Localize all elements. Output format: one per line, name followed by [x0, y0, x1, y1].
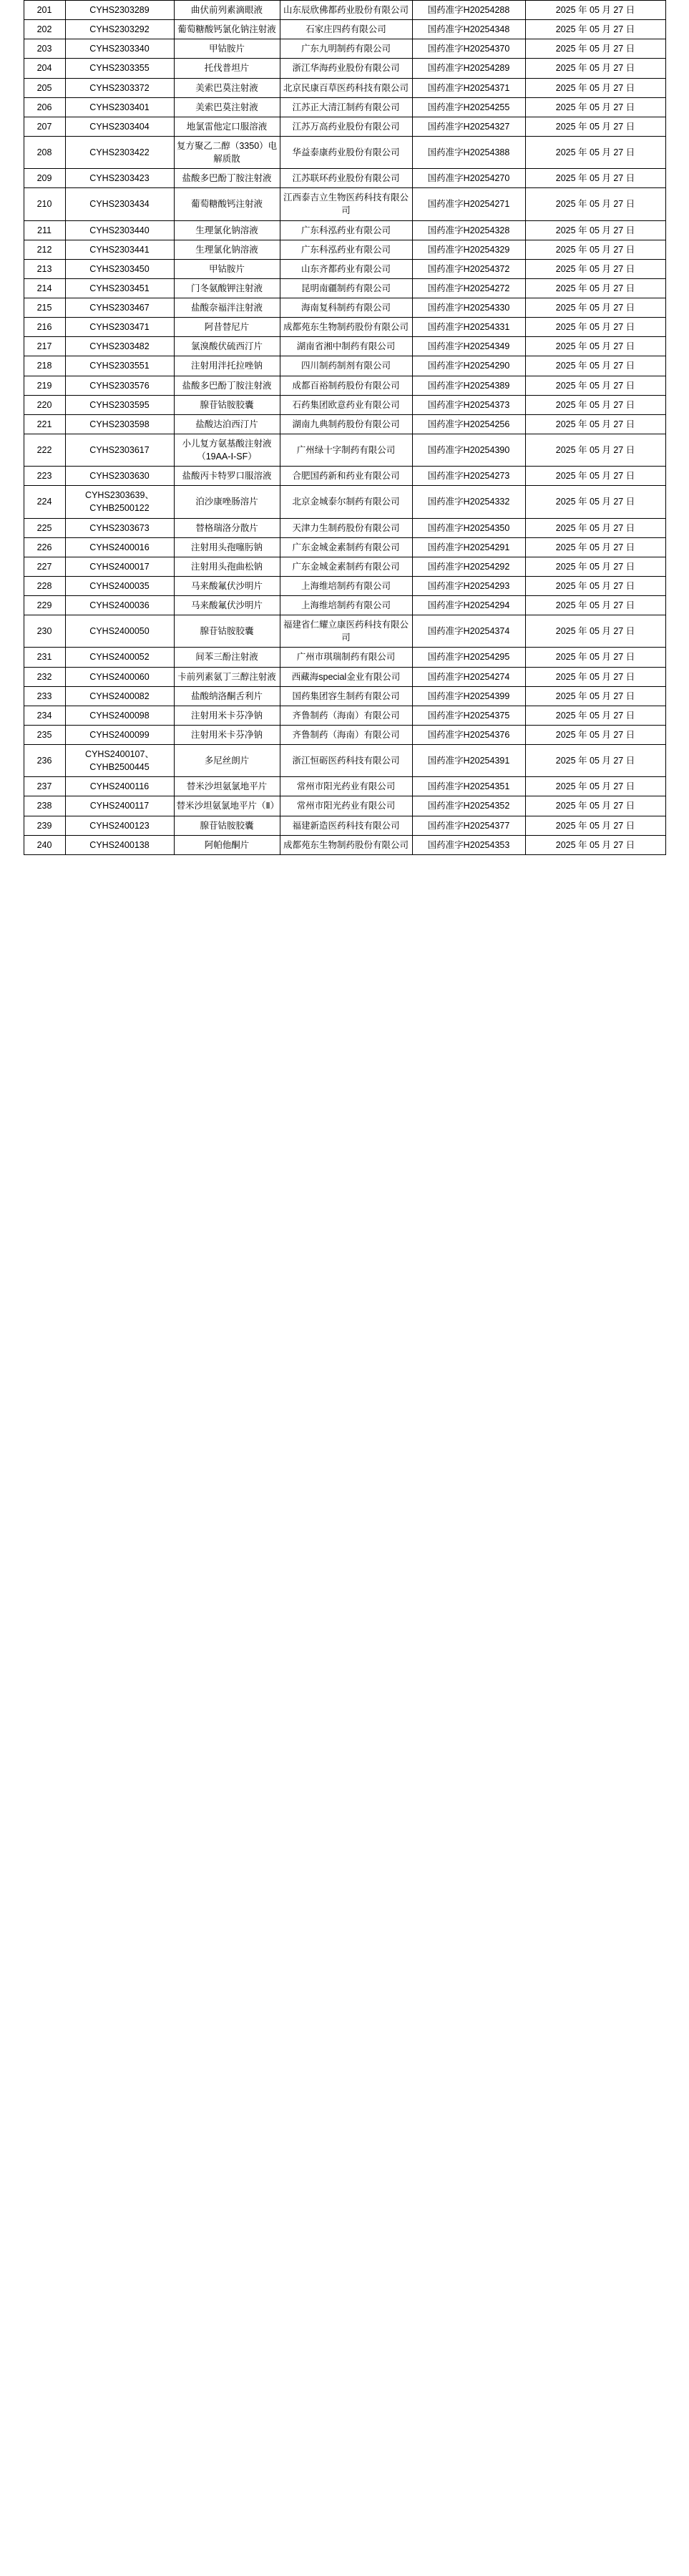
approval-date: 2025 年 05 月 27 日: [525, 337, 665, 356]
acceptance-number: CYHS2400138: [65, 835, 174, 854]
approval-number: 国药准字H20254270: [412, 169, 525, 188]
table-row: [24, 278, 665, 298]
company-name: 福建新造医药科技有限公司: [280, 816, 412, 835]
approval-date: 2025 年 05 月 27 日: [525, 518, 665, 537]
table-body: [24, 1, 665, 855]
company-name: 国药集团容生制药有限公司: [280, 686, 412, 706]
company-name: 广东科泓药业有限公司: [280, 240, 412, 259]
table-row: [24, 816, 665, 835]
table-row: [24, 667, 665, 686]
company-name: 北京金城泰尔制药有限公司: [280, 486, 412, 518]
approval-number: 国药准字H20254274: [412, 667, 525, 686]
company-name: 江苏联环药业股份有限公司: [280, 169, 412, 188]
acceptance-number: CYHS2400107、CYHB2500445: [65, 745, 174, 777]
table-row: [24, 486, 665, 518]
company-name: 江西泰吉立生物医药科技有限公司: [280, 188, 412, 220]
row-index: 234: [24, 706, 65, 725]
approval-date: 2025 年 05 月 27 日: [525, 395, 665, 414]
approval-date: 2025 年 05 月 27 日: [525, 220, 665, 240]
row-index: 223: [24, 467, 65, 486]
company-name: 合肥国药新和药业有限公司: [280, 467, 412, 486]
table-row: [24, 725, 665, 744]
approval-date: 2025 年 05 月 27 日: [525, 667, 665, 686]
drug-name: 注射用头孢噻肟钠: [174, 537, 280, 557]
acceptance-number: CYHS2400052: [65, 648, 174, 667]
company-name: 华益泰康药业股份有限公司: [280, 136, 412, 168]
company-name: 江苏正大清江制药有限公司: [280, 97, 412, 117]
row-index: 230: [24, 615, 65, 648]
approval-number: 国药准字H20254374: [412, 615, 525, 648]
approval-date: 2025 年 05 月 27 日: [525, 136, 665, 168]
approval-number: 国药准字H20254349: [412, 337, 525, 356]
company-name: 成都苑东生物制药股份有限公司: [280, 318, 412, 337]
approval-date: 2025 年 05 月 27 日: [525, 648, 665, 667]
acceptance-number: CYHS2400082: [65, 686, 174, 706]
acceptance-number: CYHS2400060: [65, 667, 174, 686]
row-index: 206: [24, 97, 65, 117]
table-row: [24, 777, 665, 796]
approval-number: 国药准字H20254352: [412, 796, 525, 816]
row-index: 219: [24, 376, 65, 395]
drug-name: 腺苷钴胺胶囊: [174, 615, 280, 648]
drug-name: 盐酸达泊西汀片: [174, 414, 280, 434]
row-index: 233: [24, 686, 65, 706]
approval-number: 国药准字H20254371: [412, 78, 525, 97]
approval-number: 国药准字H20254255: [412, 97, 525, 117]
acceptance-number: CYHS2400123: [65, 816, 174, 835]
acceptance-number: CYHS2400117: [65, 796, 174, 816]
row-index: 225: [24, 518, 65, 537]
approval-date: 2025 年 05 月 27 日: [525, 725, 665, 744]
table-row: [24, 78, 665, 97]
row-index: 202: [24, 20, 65, 39]
approval-number: 国药准字H20254289: [412, 59, 525, 78]
approval-number: 国药准字H20254331: [412, 318, 525, 337]
table-row: [24, 59, 665, 78]
row-index: 211: [24, 220, 65, 240]
row-index: 204: [24, 59, 65, 78]
drug-name: 甲钴胺片: [174, 259, 280, 278]
table-row: [24, 576, 665, 595]
company-name: 四川制药制剂有限公司: [280, 356, 412, 376]
acceptance-number: CYHS2303630: [65, 467, 174, 486]
approval-number: 国药准字H20254370: [412, 39, 525, 59]
row-index: 226: [24, 537, 65, 557]
company-name: 石家庄四药有限公司: [280, 20, 412, 39]
approval-date: 2025 年 05 月 27 日: [525, 188, 665, 220]
table-row: [24, 298, 665, 318]
acceptance-number: CYHS2303471: [65, 318, 174, 337]
row-index: 227: [24, 557, 65, 576]
drug-name: 地氯雷他定口服溶液: [174, 117, 280, 136]
drug-name: 马来酸氟伏沙明片: [174, 596, 280, 615]
acceptance-number: CYHS2303401: [65, 97, 174, 117]
approval-number: 国药准字H20254376: [412, 725, 525, 744]
approval-date: 2025 年 05 月 27 日: [525, 434, 665, 466]
table-row: [24, 596, 665, 615]
drug-name: 小儿复方氨基酸注射液（19AA-Ⅰ-SF）: [174, 434, 280, 466]
table-row: [24, 188, 665, 220]
table-row: [24, 259, 665, 278]
table-row: [24, 337, 665, 356]
company-name: 成都百裕制药股份有限公司: [280, 376, 412, 395]
company-name: 浙江华海药业股份有限公司: [280, 59, 412, 78]
row-index: 220: [24, 395, 65, 414]
row-index: 213: [24, 259, 65, 278]
company-name: 广东金城金素制药有限公司: [280, 557, 412, 576]
table-row: [24, 220, 665, 240]
company-name: 上海维培制药有限公司: [280, 576, 412, 595]
table-row: [24, 835, 665, 854]
approval-number: 国药准字H20254388: [412, 136, 525, 168]
table-row: [24, 136, 665, 168]
approval-date: 2025 年 05 月 27 日: [525, 745, 665, 777]
table-row: [24, 395, 665, 414]
approval-date: 2025 年 05 月 27 日: [525, 78, 665, 97]
table-row: [24, 318, 665, 337]
acceptance-number: CYHS2303595: [65, 395, 174, 414]
company-name: 西藏海special金业有限公司: [280, 667, 412, 686]
row-index: 239: [24, 816, 65, 835]
table-row: [24, 117, 665, 136]
acceptance-number: CYHS2400017: [65, 557, 174, 576]
row-index: 203: [24, 39, 65, 59]
table-row: [24, 745, 665, 777]
acceptance-number: CYHS2303617: [65, 434, 174, 466]
drug-name: 盐酸多巴酚丁胺注射液: [174, 169, 280, 188]
drug-name: 多尼丝朗片: [174, 745, 280, 777]
drug-name: 门冬氨酸钾注射液: [174, 278, 280, 298]
company-name: 江苏万高药业股份有限公司: [280, 117, 412, 136]
table-row: [24, 467, 665, 486]
company-name: 海南复科制药有限公司: [280, 298, 412, 318]
drug-name: 葡萄糖酸钙氯化钠注射液: [174, 20, 280, 39]
approval-number: 国药准字H20254290: [412, 356, 525, 376]
table-row: [24, 1, 665, 20]
document-page: [0, 0, 689, 855]
approval-number: 国药准字H20254294: [412, 596, 525, 615]
row-index: 231: [24, 648, 65, 667]
approval-number: 国药准字H20254256: [412, 414, 525, 434]
drug-name: 阿昔替尼片: [174, 318, 280, 337]
approval-date: 2025 年 05 月 27 日: [525, 467, 665, 486]
table-row: [24, 376, 665, 395]
table-row: [24, 706, 665, 725]
acceptance-number: CYHS2400036: [65, 596, 174, 615]
row-index: 216: [24, 318, 65, 337]
approval-number: 国药准字H20254327: [412, 117, 525, 136]
drug-name: 生理氯化钠溶液: [174, 240, 280, 259]
company-name: 上海维培制药有限公司: [280, 596, 412, 615]
approval-date: 2025 年 05 月 27 日: [525, 706, 665, 725]
approval-date: 2025 年 05 月 27 日: [525, 97, 665, 117]
approval-number: 国药准字H20254295: [412, 648, 525, 667]
row-index: 228: [24, 576, 65, 595]
drug-name: 间苯三酚注射液: [174, 648, 280, 667]
approval-number: 国药准字H20254353: [412, 835, 525, 854]
approval-date: 2025 年 05 月 27 日: [525, 537, 665, 557]
row-index: 207: [24, 117, 65, 136]
drug-name: 马来酸氟伏沙明片: [174, 576, 280, 595]
table-row: [24, 557, 665, 576]
row-index: 236: [24, 745, 65, 777]
approval-date: 2025 年 05 月 27 日: [525, 59, 665, 78]
drug-name: 替米沙坦氨氯地平片: [174, 777, 280, 796]
approval-number: 国药准字H20254389: [412, 376, 525, 395]
approval-date: 2025 年 05 月 27 日: [525, 576, 665, 595]
drug-name: 替米沙坦氨氯地平片（Ⅱ）: [174, 796, 280, 816]
table-row: [24, 240, 665, 259]
acceptance-number: CYHS2400016: [65, 537, 174, 557]
approval-date: 2025 年 05 月 27 日: [525, 596, 665, 615]
approval-number: 国药准字H20254372: [412, 259, 525, 278]
acceptance-number: CYHS2303422: [65, 136, 174, 168]
row-index: 222: [24, 434, 65, 466]
drug-name: 注射用米卡芬净钠: [174, 706, 280, 725]
company-name: 成都苑东生物制药股份有限公司: [280, 835, 412, 854]
acceptance-number: CYHS2303482: [65, 337, 174, 356]
company-name: 北京民康百草医药科技有限公司: [280, 78, 412, 97]
company-name: 昆明南疆制药有限公司: [280, 278, 412, 298]
acceptance-number: CYHS2303598: [65, 414, 174, 434]
approval-number: 国药准字H20254399: [412, 686, 525, 706]
drug-name: 盐酸奈福泮注射液: [174, 298, 280, 318]
drug-name: 美索巴莫注射液: [174, 78, 280, 97]
acceptance-number: CYHS2303467: [65, 298, 174, 318]
table-row: [24, 414, 665, 434]
approval-number: 国药准字H20254332: [412, 486, 525, 518]
row-index: 205: [24, 78, 65, 97]
drug-name: 阿帕他酮片: [174, 835, 280, 854]
acceptance-number: CYHS2303441: [65, 240, 174, 259]
table-row: [24, 796, 665, 816]
approval-date: 2025 年 05 月 27 日: [525, 20, 665, 39]
row-index: 229: [24, 596, 65, 615]
drug-name: 甲钴胺片: [174, 39, 280, 59]
company-name: 山东辰欣佛都药业股份有限公司: [280, 1, 412, 20]
approval-date: 2025 年 05 月 27 日: [525, 557, 665, 576]
approval-number: 国药准字H20254272: [412, 278, 525, 298]
company-name: 齐鲁制药（海南）有限公司: [280, 706, 412, 725]
approval-number: 国药准字H20254292: [412, 557, 525, 576]
row-index: 201: [24, 1, 65, 20]
acceptance-number: CYHS2303576: [65, 376, 174, 395]
approval-date: 2025 年 05 月 27 日: [525, 278, 665, 298]
company-name: 广东金城金素制药有限公司: [280, 537, 412, 557]
drug-name: 腺苷钴胺胶囊: [174, 816, 280, 835]
approval-number: 国药准字H20254373: [412, 395, 525, 414]
approval-number: 国药准字H20254329: [412, 240, 525, 259]
company-name: 石药集团欧意药业有限公司: [280, 395, 412, 414]
acceptance-number: CYHS2303434: [65, 188, 174, 220]
company-name: 广州绿十字制药有限公司: [280, 434, 412, 466]
approval-date: 2025 年 05 月 27 日: [525, 486, 665, 518]
drug-approval-table: [24, 0, 666, 855]
approval-number: 国药准字H20254328: [412, 220, 525, 240]
approval-date: 2025 年 05 月 27 日: [525, 298, 665, 318]
acceptance-number: CYHS2303551: [65, 356, 174, 376]
row-index: 217: [24, 337, 65, 356]
company-name: 湖南省湘中制药有限公司: [280, 337, 412, 356]
approval-date: 2025 年 05 月 27 日: [525, 835, 665, 854]
company-name: 常州市阳光药业有限公司: [280, 796, 412, 816]
approval-number: 国药准字H20254348: [412, 20, 525, 39]
approval-date: 2025 年 05 月 27 日: [525, 117, 665, 136]
approval-number: 国药准字H20254288: [412, 1, 525, 20]
acceptance-number: CYHS2400099: [65, 725, 174, 744]
company-name: 山东齐都药业有限公司: [280, 259, 412, 278]
approval-number: 国药准字H20254273: [412, 467, 525, 486]
approval-date: 2025 年 05 月 27 日: [525, 777, 665, 796]
approval-number: 国药准字H20254390: [412, 434, 525, 466]
row-index: 215: [24, 298, 65, 318]
acceptance-number: CYHS2303404: [65, 117, 174, 136]
approval-number: 国药准字H20254350: [412, 518, 525, 537]
row-index: 214: [24, 278, 65, 298]
approval-date: 2025 年 05 月 27 日: [525, 816, 665, 835]
drug-name: 曲伏前列素滴眼液: [174, 1, 280, 20]
acceptance-number: CYHS2303639、CYHB2500122: [65, 486, 174, 518]
row-index: 208: [24, 136, 65, 168]
approval-date: 2025 年 05 月 27 日: [525, 39, 665, 59]
approval-date: 2025 年 05 月 27 日: [525, 376, 665, 395]
acceptance-number: CYHS2400035: [65, 576, 174, 595]
approval-date: 2025 年 05 月 27 日: [525, 1, 665, 20]
acceptance-number: CYHS2303450: [65, 259, 174, 278]
approval-date: 2025 年 05 月 27 日: [525, 240, 665, 259]
approval-number: 国药准字H20254391: [412, 745, 525, 777]
acceptance-number: CYHS2400116: [65, 777, 174, 796]
approval-number: 国药准字H20254351: [412, 777, 525, 796]
acceptance-number: CYHS2303355: [65, 59, 174, 78]
company-name: 广东九明制药有限公司: [280, 39, 412, 59]
approval-date: 2025 年 05 月 27 日: [525, 796, 665, 816]
row-index: 218: [24, 356, 65, 376]
approval-date: 2025 年 05 月 27 日: [525, 259, 665, 278]
acceptance-number: CYHS2303340: [65, 39, 174, 59]
table-row: [24, 356, 665, 376]
drug-name: 葡萄糖酸钙注射液: [174, 188, 280, 220]
row-index: 212: [24, 240, 65, 259]
approval-date: 2025 年 05 月 27 日: [525, 414, 665, 434]
approval-number: 国药准字H20254330: [412, 298, 525, 318]
drug-name: 注射用米卡芬净钠: [174, 725, 280, 744]
table-row: [24, 169, 665, 188]
drug-name: 注射用泮托拉唑钠: [174, 356, 280, 376]
drug-name: 泊沙康唑肠溶片: [174, 486, 280, 518]
row-index: 210: [24, 188, 65, 220]
drug-name: 替格瑞洛分散片: [174, 518, 280, 537]
acceptance-number: CYHS2400050: [65, 615, 174, 648]
acceptance-number: CYHS2303451: [65, 278, 174, 298]
approval-number: 国药准字H20254377: [412, 816, 525, 835]
drug-name: 注射用头孢曲松钠: [174, 557, 280, 576]
table-row: [24, 434, 665, 466]
drug-name: 氯溴酸伏硫西汀片: [174, 337, 280, 356]
acceptance-number: CYHS2303372: [65, 78, 174, 97]
drug-name: 托伐普坦片: [174, 59, 280, 78]
row-index: 238: [24, 796, 65, 816]
drug-name: 盐酸多巴酚丁胺注射液: [174, 376, 280, 395]
drug-name: 卡前列素氨丁三醇注射液: [174, 667, 280, 686]
acceptance-number: CYHS2303440: [65, 220, 174, 240]
company-name: 天津力生制药股份有限公司: [280, 518, 412, 537]
approval-date: 2025 年 05 月 27 日: [525, 318, 665, 337]
row-index: 221: [24, 414, 65, 434]
row-index: 224: [24, 486, 65, 518]
table-row: [24, 615, 665, 648]
table-row: [24, 686, 665, 706]
row-index: 209: [24, 169, 65, 188]
row-index: 235: [24, 725, 65, 744]
row-index: 237: [24, 777, 65, 796]
acceptance-number: CYHS2400098: [65, 706, 174, 725]
row-index: 240: [24, 835, 65, 854]
drug-name: 盐酸纳洛酮舌利片: [174, 686, 280, 706]
drug-name: 腺苷钴胺胶囊: [174, 395, 280, 414]
table-row: [24, 648, 665, 667]
table-row: [24, 518, 665, 537]
approval-date: 2025 年 05 月 27 日: [525, 686, 665, 706]
acceptance-number: CYHS2303289: [65, 1, 174, 20]
company-name: 广东科泓药业有限公司: [280, 220, 412, 240]
drug-name: 盐酸丙卡特罗口服溶液: [174, 467, 280, 486]
table-row: [24, 20, 665, 39]
row-index: 232: [24, 667, 65, 686]
company-name: 常州市阳光药业有限公司: [280, 777, 412, 796]
table-row: [24, 97, 665, 117]
acceptance-number: CYHS2303423: [65, 169, 174, 188]
approval-number: 国药准字H20254271: [412, 188, 525, 220]
company-name: 福建省仁耀立康医药科技有限公司: [280, 615, 412, 648]
acceptance-number: CYHS2303292: [65, 20, 174, 39]
acceptance-number: CYHS2303673: [65, 518, 174, 537]
table-row: [24, 537, 665, 557]
company-name: 齐鲁制药（海南）有限公司: [280, 725, 412, 744]
approval-date: 2025 年 05 月 27 日: [525, 169, 665, 188]
approval-number: 国药准字H20254375: [412, 706, 525, 725]
approval-date: 2025 年 05 月 27 日: [525, 615, 665, 648]
table-row: [24, 39, 665, 59]
drug-name: 复方聚乙二醇（3350）电解质散: [174, 136, 280, 168]
company-name: 广州市琪瑞制药有限公司: [280, 648, 412, 667]
approval-number: 国药准字H20254293: [412, 576, 525, 595]
drug-name: 美索巴莫注射液: [174, 97, 280, 117]
company-name: 湖南九典制药股份有限公司: [280, 414, 412, 434]
approval-number: 国药准字H20254291: [412, 537, 525, 557]
approval-date: 2025 年 05 月 27 日: [525, 356, 665, 376]
drug-name: 生理氯化钠溶液: [174, 220, 280, 240]
company-name: 浙江恒砺医药科技有限公司: [280, 745, 412, 777]
